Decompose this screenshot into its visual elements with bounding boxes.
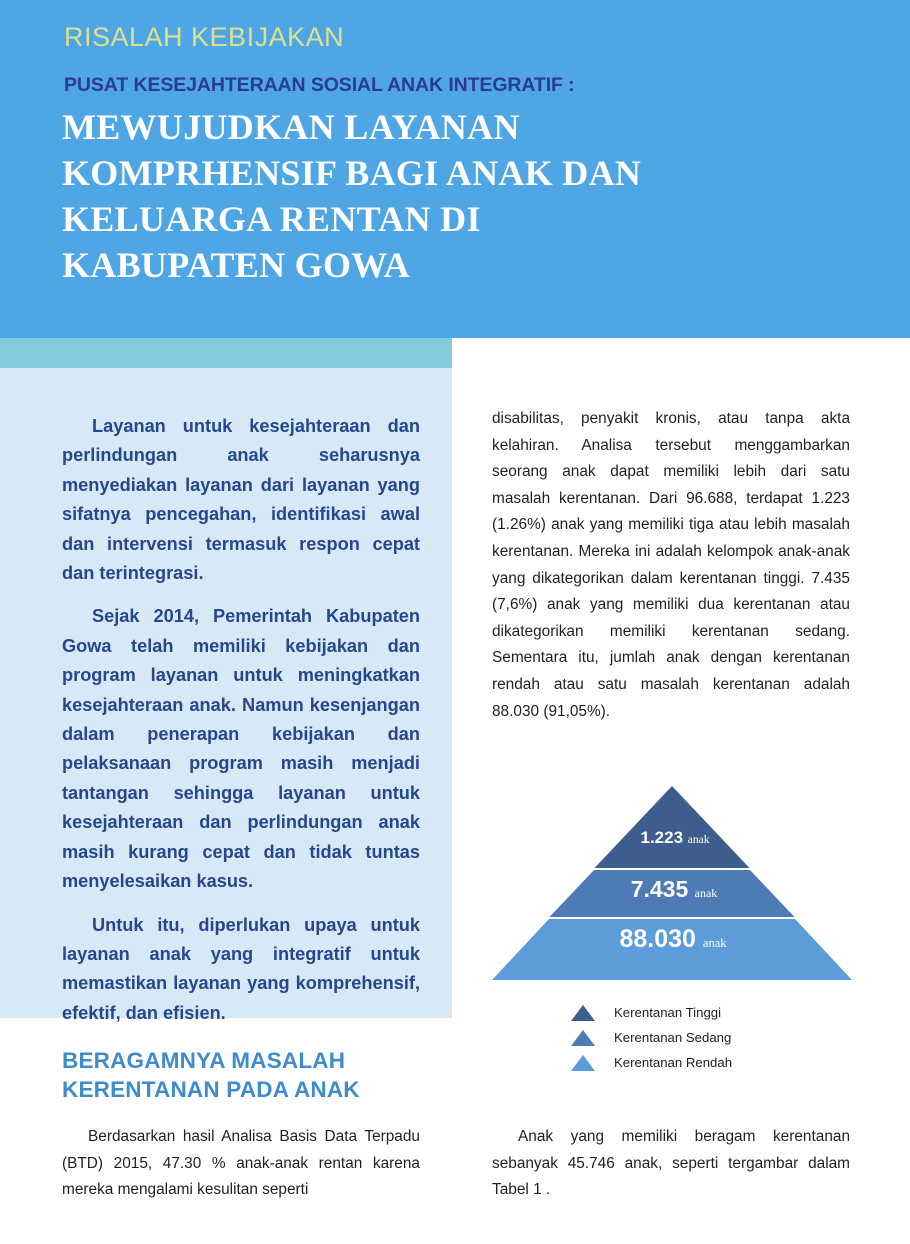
vulnerability-pyramid-chart bbox=[486, 782, 858, 984]
section-body-text bbox=[62, 1124, 420, 1204]
pyramid-tier-high bbox=[595, 786, 750, 868]
pyramid-unit-medium: anak bbox=[694, 886, 718, 900]
pyramid-unit-high: anak bbox=[687, 834, 710, 846]
triangle-icon bbox=[570, 1028, 596, 1048]
page-title-line-4: KABUPATEN GOWA bbox=[62, 245, 410, 285]
right-footer-text bbox=[492, 1124, 850, 1204]
accent-bar bbox=[0, 338, 452, 368]
section-paragraph: Berdasarkan hasil Analisa Basis Data Terpadu (BTD) 2015, 47.30 % anak-anak rentan karena mereka mengalami kesulitan seperti bbox=[62, 1128, 420, 1198]
pyramid-unit-low: anak bbox=[702, 936, 727, 950]
pyramid-label-high bbox=[486, 828, 858, 848]
header-kicker: RISALAH KEBIJAKAN bbox=[64, 22, 345, 52]
left-paragraph-3: Untuk itu, diperlukan upaya untuk layanan anak yang integratif untuk memastikan layanan yang komprehensif, efektif, dan efisien. bbox=[62, 914, 420, 1023]
page-title bbox=[62, 104, 882, 288]
right-body-block bbox=[492, 406, 850, 725]
page-title-line-2: KOMPRHENSIF BAGI ANAK DAN bbox=[62, 153, 642, 193]
pyramid-value-medium: 7.435 bbox=[630, 876, 689, 902]
legend-label-medium: Kerentanan Sedang bbox=[614, 1030, 732, 1045]
legend-label-high: Kerentanan Tinggi bbox=[614, 1005, 722, 1020]
right-paragraph-1: disabilitas, penyakit kronis, atau tanpa akta kelahiran. Analisa tersebut menggambarkan seorang anak dapat memiliki lebih dari satu masalah kerentanan. Dari 96.688, terdapat 1.223 (1.26%) anak yang memiliki tiga atau lebih masalah kerentanan. Mereka ini adalah kelompok anak-anak yang dikategorikan dalam kerentanan tinggi. 7.435 (7,6%) anak yang memiliki dua kerentanan atau dikategorikan memiliki kerentanan sedang. Sementara itu, jumlah anak dengan kerentanan rendah atau satu masalah kerentanan adalah 88.030 (91,05%). bbox=[492, 410, 850, 720]
page-title-line-1: MEWUJUDKAN LAYANAN bbox=[62, 107, 520, 147]
section-heading-line-2: KERENTANAN PADA ANAK bbox=[62, 1077, 360, 1102]
left-paragraph-1: Layanan untuk kesejahteraan dan perlindungan anak seharusnya menyediakan layanan dari layanan yang sifatnya pencegahan, identifikasi awal dan intervensi termasuk respon cepat dan terintegrasi. bbox=[62, 416, 420, 584]
legend-item-low bbox=[570, 1050, 850, 1075]
left-panel-text bbox=[62, 412, 420, 1028]
left-highlight-panel bbox=[0, 368, 452, 1023]
triangle-icon bbox=[570, 1003, 596, 1023]
legend-item-medium bbox=[570, 1025, 850, 1050]
legend-label-low: Kerentanan Rendah bbox=[614, 1055, 733, 1070]
pyramid-legend bbox=[570, 1000, 850, 1075]
pyramid-value-high: 1.223 bbox=[640, 828, 684, 847]
section-heading bbox=[62, 1046, 462, 1104]
legend-item-high bbox=[570, 1000, 850, 1025]
pyramid-label-medium bbox=[486, 876, 858, 903]
left-paragraph-2: Sejak 2014, Pemerintah Kabupaten Gowa telah memiliki kebijakan dan program layanan untuk meningkatkan kesejahteraan anak. Namun kesenjangan dalam penerapan kebijakan dan pelaksanaan program masih menjadi tantangan sehingga layanan untuk kesejahteraan dan perlindungan anak masih kurang cepat dan tidak tuntas menyelesaikan kasus. bbox=[62, 606, 420, 892]
section-heading-line-1: BERAGAMNYA MASALAH bbox=[62, 1048, 346, 1073]
triangle-icon bbox=[570, 1053, 596, 1073]
right-footer-paragraph: Anak yang memiliki beragam kerentanan sebanyak 45.746 anak, seperti tergambar dalam Tabel 1 . bbox=[492, 1128, 850, 1198]
page-header bbox=[0, 0, 910, 338]
page-title-line-3: KELUARGA RENTAN DI bbox=[62, 199, 481, 239]
pyramid-label-low bbox=[486, 925, 858, 954]
right-column-text bbox=[492, 406, 850, 725]
header-subtitle: PUSAT KESEJAHTERAAN SOSIAL ANAK INTEGRATIF : bbox=[64, 74, 575, 96]
pyramid-value-low: 88.030 bbox=[619, 925, 696, 953]
